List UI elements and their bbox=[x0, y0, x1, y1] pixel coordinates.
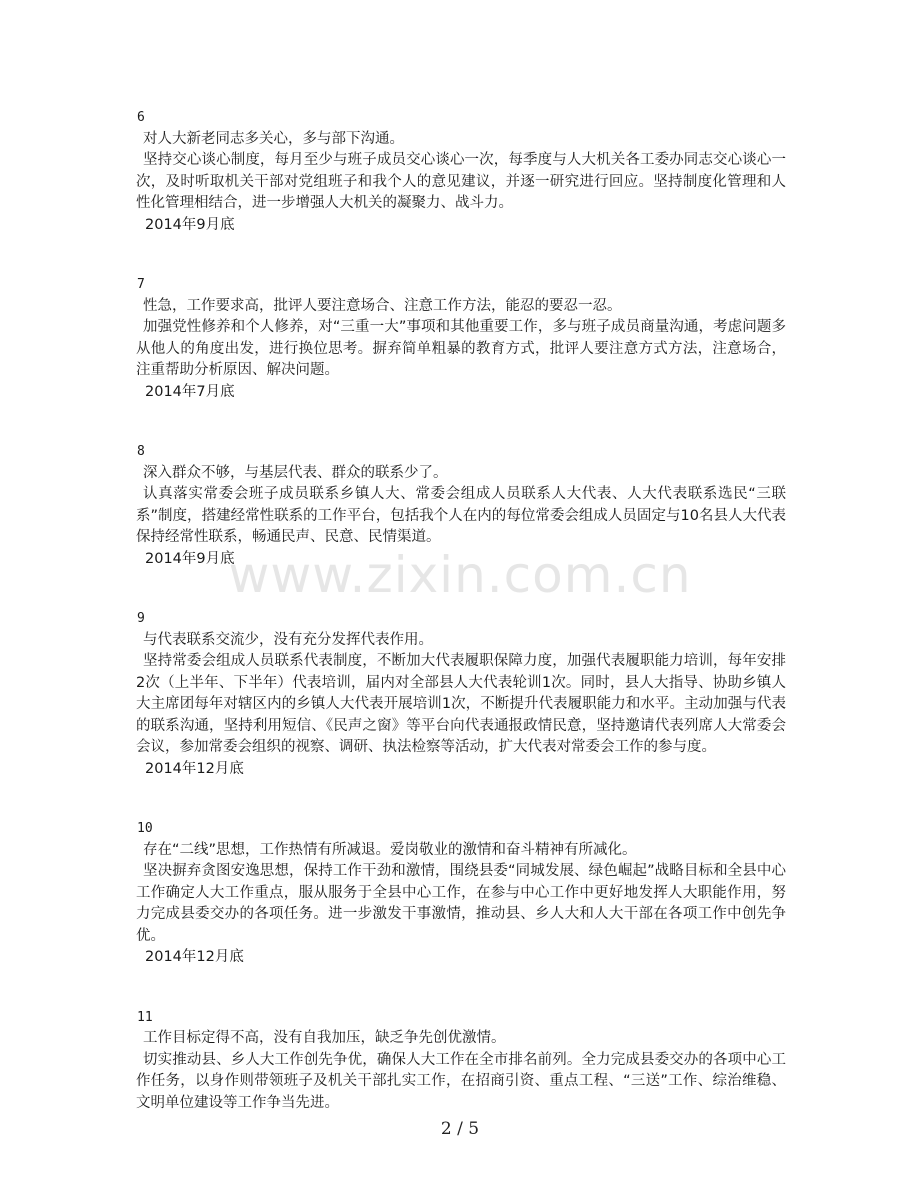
entry-deadline: 2014年12月底 bbox=[145, 949, 244, 965]
entry-measure: 认真落实常委会班子成员联系乡镇人大、常委会组成人员联系人大代表、人大代表联系选民“三联系”制度，搭建经常性联系的工作平台，包括我个人在内的每位常委会组成人员固定与10名县人大代表保持经常性联系，畅通民声、民意、民情渠道。 bbox=[136, 486, 786, 545]
entry-number: 11 bbox=[137, 1009, 153, 1025]
entry-problem: 深入群众不够，与基层代表、群众的联系少了。 bbox=[143, 464, 448, 481]
entry-measure: 坚决摒弃贪图安逸思想，保持工作干劲和激情，围绕县委“同城发展、绿色崛起”战略目标和全县中心工作确定人大工作重点，服从服务于全县中心工作，在参与中心工作中更好地发挥人大职能作用，努力完成县委交办的各项任务。进一步激发干事激情，推动县、乡人大和人大干部在各项工作中创先争优。 bbox=[136, 863, 786, 944]
entry-deadline: 2014年9月底 bbox=[145, 550, 235, 567]
entry-6 bbox=[136, 107, 786, 236]
entry-number: 6 bbox=[137, 110, 145, 125]
entry-8 bbox=[136, 441, 786, 570]
entry-measure: 坚持交心谈心制度，每月至少与班子成员交心谈心一次，每季度与人大机关各工委办同志交心谈心一次，及时听取机关干部对党组班子和我个人的意见建议，并逐一研究进行回应。坚持制度化管理和人性化管理相结合，进一步增强人大机关的凝聚力、战斗力。 bbox=[136, 152, 786, 211]
entry-problem: 对人大新老同志多关心，多与部下沟通。 bbox=[143, 130, 404, 147]
entry-measure: 加强党性修养和个人修养，对“三重一大”事项和其他重要工作，多与班子成员商量沟通，考虑问题多从他人的角度出发，进行换位思考。摒弃简单粗暴的教育方式，批评人要注意方式方法，注意场合，注重帮助分析原因、解决问题。 bbox=[136, 319, 786, 378]
entry-number: 7 bbox=[137, 277, 145, 292]
entry-number: 8 bbox=[137, 444, 145, 459]
entry-problem: 工作目标定得不高，没有自我加压，缺乏争先创优激情。 bbox=[143, 1030, 506, 1046]
entry-measure: 坚持常委会组成人员联系代表制度，不断加大代表履职保障力度，加强代表履职能力培训，每年安排2次（上半年、下半年）代表培训，届内对全部县人大代表轮训1次。同时，县人大指导、协助乡镇人大主席团每年对辖区内的乡镇人大代表开展培训1次，不断提升代表履职能力和水平。主动加强与代表的联系沟通，坚持利用短信、《民声之窗》等平台向代表通报政情民意，坚持邀请代表列席人大常委会会议，参加常委会组织的视察、调研、执法检察等活动，扩大代表对常委会工作的参与度。 bbox=[136, 653, 786, 755]
entry-problem: 与代表联系交流少，没有充分发挥代表作用。 bbox=[143, 631, 433, 648]
entry-deadline: 2014年9月底 bbox=[145, 216, 235, 233]
entry-number: 10 bbox=[137, 821, 153, 836]
page-number: 2 / 5 bbox=[440, 1119, 480, 1139]
entry-list bbox=[136, 107, 786, 1114]
entry-deadline: 2014年12月底 bbox=[145, 760, 244, 777]
entry-7 bbox=[136, 274, 786, 403]
watermark: www.zixin.com.cn bbox=[228, 546, 692, 604]
entry-problem: 性急，工作要求高，批评人要注意场合、注意工作方法，能忍的要忍一忍。 bbox=[143, 297, 622, 314]
entry-problem: 存在“二线”思想，工作热情有所减退。爱岗敬业的激情和奋斗精神有所减化。 bbox=[143, 841, 637, 858]
entry-9 bbox=[136, 608, 786, 780]
entry-10 bbox=[136, 818, 786, 969]
entry-deadline: 2014年7月底 bbox=[145, 383, 235, 400]
entry-11 bbox=[136, 1007, 786, 1115]
entry-number: 9 bbox=[137, 611, 145, 626]
entry-measure: 切实推动县、乡人大工作创先争优，确保人大工作在全市排名前列。全力完成县委交办的各项中心工作任务，以身作则带领班子及机关干部扎实工作，在招商引资、重点工程、“三送”工作、综治维稳、文明单位建设等工作争当先进。 bbox=[136, 1051, 786, 1111]
